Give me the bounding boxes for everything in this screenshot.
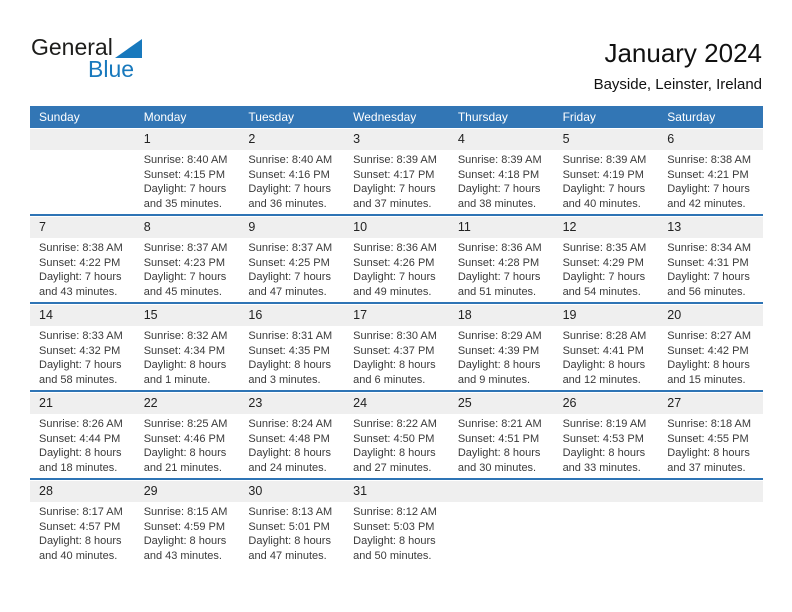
sunrise-text: Sunrise: 8:33 AM bbox=[39, 330, 123, 342]
day-number: 31 bbox=[353, 484, 368, 498]
day-number: 23 bbox=[248, 396, 263, 410]
daylight-text: Daylight: 8 hours and 24 minutes. bbox=[248, 447, 331, 474]
day-number: 3 bbox=[353, 132, 361, 146]
sunset-text: Sunset: 4:23 PM bbox=[143, 256, 226, 269]
week-content-band bbox=[30, 238, 763, 302]
day-number: 30 bbox=[248, 484, 263, 498]
day-number-band bbox=[30, 217, 763, 238]
sunset-text: Sunset: 4:37 PM bbox=[353, 344, 435, 357]
day-number: 21 bbox=[39, 396, 53, 410]
sunrise-text: Sunrise: 8:34 AM bbox=[667, 242, 752, 254]
calendar-cell bbox=[554, 326, 659, 389]
day-number: 15 bbox=[143, 308, 158, 322]
day-number: 24 bbox=[353, 396, 368, 410]
calendar-cell bbox=[239, 502, 344, 565]
daylight-text: Daylight: 7 hours and 49 minutes. bbox=[353, 271, 436, 298]
sunset-text: Sunset: 4:21 PM bbox=[667, 168, 749, 181]
sunrise-text: Sunrise: 8:15 AM bbox=[143, 506, 228, 518]
calendar-cell bbox=[135, 150, 240, 213]
day-number: 27 bbox=[667, 396, 682, 410]
calendar-cell-empty bbox=[554, 502, 659, 565]
calendar-cell bbox=[658, 326, 763, 389]
day-number: 17 bbox=[353, 308, 368, 322]
sunset-text: Sunset: 4:50 PM bbox=[353, 432, 435, 445]
daylight-text: Daylight: 8 hours and 27 minutes. bbox=[353, 447, 436, 474]
sunset-text: Sunset: 4:39 PM bbox=[457, 344, 540, 357]
sunrise-text: Sunrise: 8:13 AM bbox=[248, 506, 333, 518]
daylight-text: Daylight: 8 hours and 9 minutes. bbox=[457, 359, 541, 386]
daylight-text: Daylight: 8 hours and 6 minutes. bbox=[353, 359, 436, 386]
calendar-cell-empty bbox=[30, 150, 135, 213]
daylight-text: Daylight: 8 hours and 43 minutes. bbox=[143, 535, 227, 562]
sunset-text: Sunset: 5:03 PM bbox=[353, 520, 435, 533]
sunrise-text: Sunrise: 8:35 AM bbox=[562, 242, 647, 254]
sunrise-text: Sunrise: 8:28 AM bbox=[562, 330, 647, 342]
day-number: 1 bbox=[143, 132, 151, 146]
day-number-band bbox=[30, 129, 763, 150]
sunrise-text: Sunrise: 8:32 AM bbox=[143, 330, 228, 342]
week-content-band bbox=[30, 326, 763, 390]
calendar-cell bbox=[30, 326, 135, 389]
sunset-text: Sunset: 4:31 PM bbox=[667, 256, 749, 269]
sunrise-text: Sunrise: 8:39 AM bbox=[457, 154, 542, 166]
week-content-band bbox=[30, 150, 763, 214]
sunrise-text: Sunrise: 8:40 AM bbox=[143, 154, 228, 166]
page-title: January 2024 bbox=[604, 38, 762, 68]
calendar-cell bbox=[135, 502, 240, 565]
day-number: 12 bbox=[562, 220, 577, 234]
calendar-cell bbox=[449, 326, 554, 389]
week-content-band bbox=[30, 414, 763, 478]
sunrise-text: Sunrise: 8:37 AM bbox=[143, 242, 228, 254]
day-number: 10 bbox=[353, 220, 368, 234]
day-number: 25 bbox=[457, 396, 472, 410]
sunrise-text: Sunrise: 8:31 AM bbox=[248, 330, 333, 342]
sunset-text: Sunset: 4:16 PM bbox=[248, 168, 330, 181]
weekday-header-monday: Monday bbox=[143, 110, 187, 124]
daylight-text: Daylight: 8 hours and 30 minutes. bbox=[457, 447, 541, 474]
logo-text-blue: Blue bbox=[88, 56, 135, 82]
day-number: 7 bbox=[39, 220, 46, 234]
day-number bbox=[30, 129, 135, 150]
sunrise-text: Sunrise: 8:12 AM bbox=[353, 506, 437, 518]
calendar-grid bbox=[30, 106, 763, 566]
sunrise-text: Sunrise: 8:29 AM bbox=[457, 330, 542, 342]
sunset-text: Sunset: 4:57 PM bbox=[39, 520, 121, 533]
day-number: 14 bbox=[39, 308, 53, 322]
weekday-header-row bbox=[30, 106, 763, 128]
sunset-text: Sunset: 4:46 PM bbox=[143, 432, 226, 445]
day-number-band bbox=[30, 393, 763, 414]
day-number: 16 bbox=[248, 308, 263, 322]
sunset-text: Sunset: 4:55 PM bbox=[667, 432, 749, 445]
day-number: 13 bbox=[667, 220, 682, 234]
week-row bbox=[30, 129, 763, 214]
day-number: 18 bbox=[457, 308, 472, 322]
daylight-text: Daylight: 7 hours and 42 minutes. bbox=[667, 183, 750, 210]
weekday-header-wednesday: Wednesday bbox=[353, 110, 417, 124]
day-number: 5 bbox=[562, 132, 570, 146]
day-number: 29 bbox=[143, 484, 158, 498]
weekday-header-saturday: Saturday bbox=[667, 110, 716, 124]
day-number bbox=[658, 481, 763, 502]
daylight-text: Daylight: 8 hours and 3 minutes. bbox=[248, 359, 331, 386]
calendar-cell bbox=[449, 414, 554, 477]
sunrise-text: Sunrise: 8:39 AM bbox=[562, 154, 647, 166]
day-number: 4 bbox=[457, 132, 465, 146]
calendar-cell bbox=[344, 150, 449, 213]
day-number: 20 bbox=[667, 308, 682, 322]
sunrise-text: Sunrise: 8:36 AM bbox=[457, 242, 542, 254]
calendar-cell-empty bbox=[658, 502, 763, 565]
sunset-text: Sunset: 4:25 PM bbox=[248, 256, 330, 269]
daylight-text: Daylight: 8 hours and 50 minutes. bbox=[353, 535, 436, 562]
week-row bbox=[30, 302, 763, 390]
sunrise-text: Sunrise: 8:26 AM bbox=[39, 418, 123, 430]
daylight-text: Daylight: 7 hours and 54 minutes. bbox=[562, 271, 646, 298]
calendar-cell bbox=[344, 502, 449, 565]
calendar-cell bbox=[554, 238, 659, 301]
sunrise-text: Sunrise: 8:27 AM bbox=[667, 330, 752, 342]
sunset-text: Sunset: 4:53 PM bbox=[562, 432, 644, 445]
sunrise-text: Sunrise: 8:24 AM bbox=[248, 418, 333, 430]
sunset-text: Sunset: 4:59 PM bbox=[143, 520, 226, 533]
sunset-text: Sunset: 4:15 PM bbox=[143, 168, 226, 181]
calendar-cell bbox=[344, 326, 449, 389]
calendar-cell bbox=[239, 238, 344, 301]
calendar-cell bbox=[30, 414, 135, 477]
day-number: 6 bbox=[667, 132, 675, 146]
week-row bbox=[30, 390, 763, 478]
daylight-text: Daylight: 7 hours and 45 minutes. bbox=[143, 271, 227, 298]
daylight-text: Daylight: 8 hours and 37 minutes. bbox=[667, 447, 750, 474]
sunrise-text: Sunrise: 8:37 AM bbox=[248, 242, 333, 254]
sunset-text: Sunset: 4:28 PM bbox=[457, 256, 540, 269]
sunset-text: Sunset: 4:32 PM bbox=[39, 344, 121, 357]
sunset-text: Sunset: 4:19 PM bbox=[562, 168, 644, 181]
day-number-band bbox=[30, 305, 763, 326]
sunrise-text: Sunrise: 8:38 AM bbox=[667, 154, 752, 166]
calendar-cell bbox=[658, 238, 763, 301]
calendar-cell bbox=[30, 502, 135, 565]
calendar-cell bbox=[30, 238, 135, 301]
sunrise-text: Sunrise: 8:17 AM bbox=[39, 506, 123, 518]
calendar-cell bbox=[239, 326, 344, 389]
sunset-text: Sunset: 4:35 PM bbox=[248, 344, 330, 357]
sunset-text: Sunset: 4:41 PM bbox=[562, 344, 644, 357]
daylight-text: Daylight: 8 hours and 1 minute. bbox=[143, 359, 227, 386]
daylight-text: Daylight: 8 hours and 18 minutes. bbox=[39, 447, 122, 474]
sunset-text: Sunset: 4:48 PM bbox=[248, 432, 330, 445]
week-content-band bbox=[30, 502, 763, 566]
daylight-text: Daylight: 8 hours and 21 minutes. bbox=[143, 447, 227, 474]
general-blue-logo bbox=[31, 36, 161, 80]
daylight-text: Daylight: 7 hours and 51 minutes. bbox=[457, 271, 541, 298]
daylight-text: Daylight: 7 hours and 56 minutes. bbox=[667, 271, 750, 298]
calendar-cell bbox=[135, 414, 240, 477]
sunset-text: Sunset: 4:51 PM bbox=[457, 432, 540, 445]
sunrise-text: Sunrise: 8:19 AM bbox=[562, 418, 647, 430]
calendar-cell bbox=[658, 150, 763, 213]
weekday-header-sunday: Sunday bbox=[39, 110, 80, 124]
calendar-cell bbox=[554, 414, 659, 477]
day-number: 26 bbox=[562, 396, 577, 410]
weekday-header-friday: Friday bbox=[562, 110, 596, 124]
daylight-text: Daylight: 8 hours and 47 minutes. bbox=[248, 535, 331, 562]
sunrise-text: Sunrise: 8:25 AM bbox=[143, 418, 228, 430]
sunset-text: Sunset: 4:17 PM bbox=[353, 168, 435, 181]
sunrise-text: Sunrise: 8:18 AM bbox=[667, 418, 752, 430]
calendar-cell bbox=[449, 238, 554, 301]
daylight-text: Daylight: 7 hours and 35 minutes. bbox=[143, 183, 227, 210]
calendar-cell bbox=[135, 326, 240, 389]
calendar-cell bbox=[449, 150, 554, 213]
sunset-text: Sunset: 4:44 PM bbox=[39, 432, 121, 445]
week-row bbox=[30, 478, 763, 566]
daylight-text: Daylight: 7 hours and 38 minutes. bbox=[457, 183, 541, 210]
day-number bbox=[449, 481, 554, 502]
daylight-text: Daylight: 8 hours and 15 minutes. bbox=[667, 359, 750, 386]
weekday-header-tuesday: Tuesday bbox=[248, 110, 295, 124]
weeks-container bbox=[30, 129, 763, 566]
daylight-text: Daylight: 7 hours and 37 minutes. bbox=[353, 183, 436, 210]
sunrise-text: Sunrise: 8:22 AM bbox=[353, 418, 437, 430]
day-number: 11 bbox=[457, 220, 471, 234]
calendar-cell bbox=[239, 414, 344, 477]
day-number: 8 bbox=[143, 220, 151, 234]
day-number: 22 bbox=[143, 396, 158, 410]
sunrise-text: Sunrise: 8:30 AM bbox=[353, 330, 437, 342]
sunrise-text: Sunrise: 8:36 AM bbox=[353, 242, 437, 254]
daylight-text: Daylight: 8 hours and 12 minutes. bbox=[562, 359, 646, 386]
sunrise-text: Sunrise: 8:21 AM bbox=[457, 418, 542, 430]
calendar-header bbox=[594, 38, 762, 93]
calendar-cell bbox=[658, 414, 763, 477]
sunset-text: Sunset: 4:34 PM bbox=[143, 344, 226, 357]
calendar-cell bbox=[135, 238, 240, 301]
sunrise-text: Sunrise: 8:38 AM bbox=[39, 242, 123, 254]
day-number: 28 bbox=[39, 484, 53, 498]
sunset-text: Sunset: 5:01 PM bbox=[248, 520, 330, 533]
sunset-text: Sunset: 4:26 PM bbox=[353, 256, 435, 269]
day-number: 9 bbox=[248, 220, 256, 234]
sunset-text: Sunset: 4:42 PM bbox=[667, 344, 749, 357]
calendar-cell bbox=[344, 238, 449, 301]
page-subtitle: Bayside, Leinster, Ireland bbox=[593, 76, 762, 93]
sunset-text: Sunset: 4:18 PM bbox=[457, 168, 540, 181]
day-number: 19 bbox=[562, 308, 577, 322]
daylight-text: Daylight: 8 hours and 40 minutes. bbox=[39, 535, 122, 562]
daylight-text: Daylight: 7 hours and 43 minutes. bbox=[39, 271, 122, 298]
week-row bbox=[30, 214, 763, 302]
sunrise-text: Sunrise: 8:40 AM bbox=[248, 154, 333, 166]
sunset-text: Sunset: 4:22 PM bbox=[39, 256, 121, 269]
calendar-cell bbox=[554, 150, 659, 213]
daylight-text: Daylight: 7 hours and 58 minutes. bbox=[39, 359, 122, 386]
day-number bbox=[554, 481, 659, 502]
day-number: 2 bbox=[248, 132, 256, 146]
calendar-cell bbox=[239, 150, 344, 213]
daylight-text: Daylight: 7 hours and 47 minutes. bbox=[248, 271, 331, 298]
day-number-band bbox=[30, 481, 763, 502]
weekday-header-thursday: Thursday bbox=[457, 110, 508, 124]
logo-text-general: General bbox=[31, 34, 113, 60]
calendar-cell bbox=[344, 414, 449, 477]
calendar-cell-empty bbox=[449, 502, 554, 565]
daylight-text: Daylight: 8 hours and 33 minutes. bbox=[562, 447, 646, 474]
daylight-text: Daylight: 7 hours and 40 minutes. bbox=[562, 183, 646, 210]
sunrise-text: Sunrise: 8:39 AM bbox=[353, 154, 437, 166]
daylight-text: Daylight: 7 hours and 36 minutes. bbox=[248, 183, 331, 210]
sunset-text: Sunset: 4:29 PM bbox=[562, 256, 644, 269]
